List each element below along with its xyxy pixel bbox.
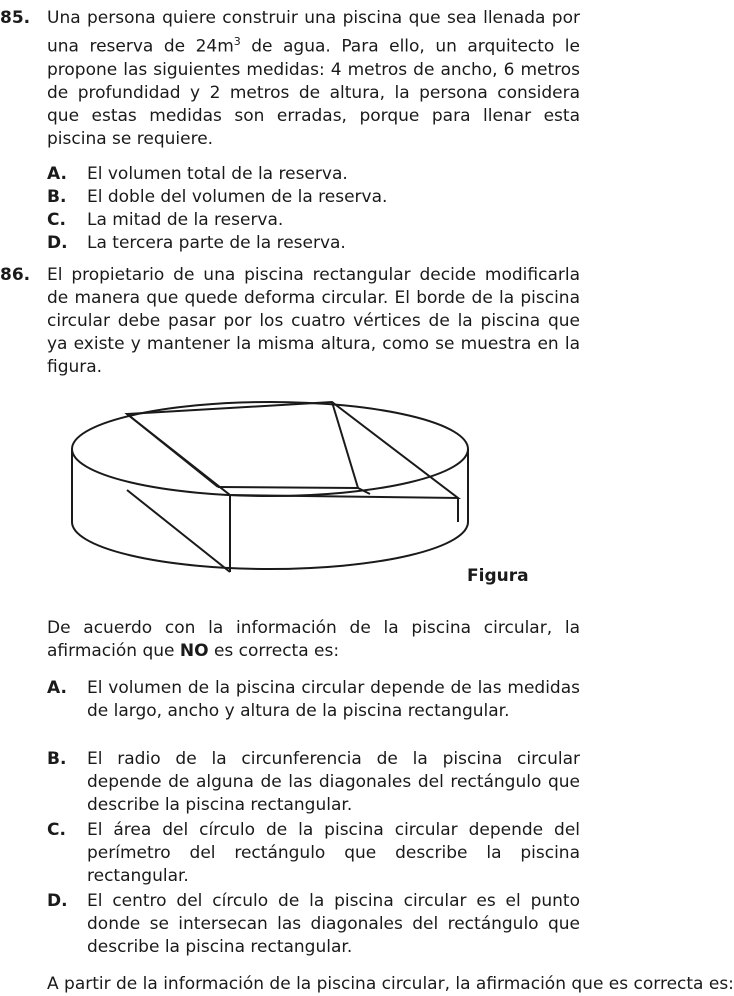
question-86-prompt: De acuerdo con la información de la piscina circular, la afirmación que NO es correcta es: [47,618,580,661]
question-86-text: El propietario de una piscina rectangular decide modificarla de manera que quede deforma circular. El borde de la piscina circular debe pasar por los cuatro vértices de la piscina que ya existe y mantener la misma altura, como se muestra en la figura. [47,265,580,377]
question-86-option-a[interactable]: A. El volumen de la piscina circular depende de las medidas de largo, ancho y altura de la piscina rectangular. [47,678,580,721]
pool-circle-bottom-edge [72,522,468,569]
question-86-option-b[interactable]: B. El radio de la circunferencia de la piscina circular depende de alguna de las diagonales del rectángulo que describe la piscina rectangular. [47,749,580,815]
question-85-text: Una persona quiere construir una piscina que sea llenada por una reserva de $24m^3$ de agua. Para ello, un arquitecto le propone las siguientes medidas: 4 metros de ancho, 6 metros de profundidad y 2 metros de altura, la persona considera que estas medidas son erradas, porque para llenar esta piscina se requiere. [47,8,580,149]
pool-rectangle-floor-left [218,487,358,488]
question-85-option-a[interactable]: A. El volumen total de la reserva. [47,164,348,184]
pool-rectangle-back-left-edge [127,414,218,487]
question-85-option-b[interactable]: B. El doble del volumen de la reserva. [47,187,388,207]
question-85-option-c[interactable]: C. La mitad de la reserva. [47,210,284,230]
question-86-option-c[interactable]: C. El área del círculo de la piscina circular depende del perímetro del rectángulo que describe la piscina rectangular. [47,820,580,886]
question-85-option-d[interactable]: D. La tercera parte de la reserva. [47,233,346,253]
pool-figure [70,392,480,582]
figure-label: Figura [467,566,529,586]
question-86-option-d[interactable]: D. El centro del círculo de la piscina circular es el punto donde se intersecan las diagonales del rectángulo que describe la piscina rectangular. [47,891,580,957]
pool-rectangle-left-wall-bottom [127,490,230,572]
pool-rectangle-back-right-edge [332,402,358,488]
pool-circle-top-edge [72,402,468,496]
question-86-number: 86. [0,265,31,285]
question-85-number: 85. [0,8,31,28]
next-question-partial-line: A partir de la información de la piscina circular, la afirmación que es correcta es: [47,974,734,994]
